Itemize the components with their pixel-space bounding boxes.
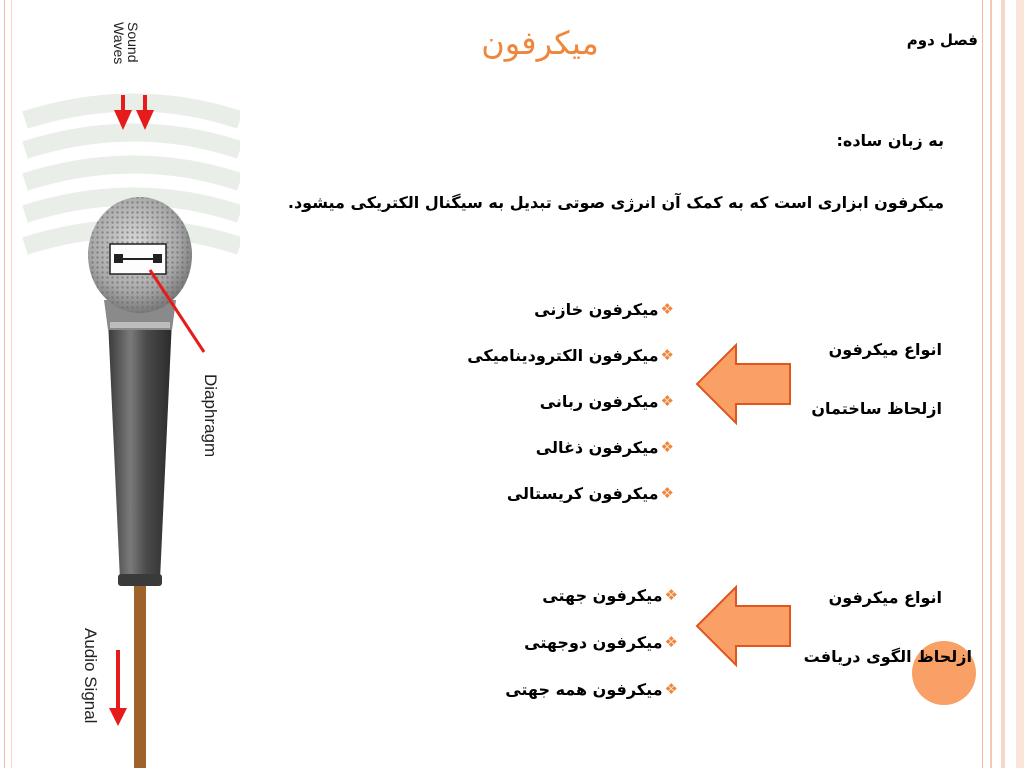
construction-heading-line1: انواع میکرفون bbox=[828, 340, 942, 359]
audio-signal-label: Audio Signal bbox=[81, 628, 100, 724]
diamond-cluster-icon: ❖ bbox=[664, 586, 678, 604]
list-item: ❖ میکرفون ربانی bbox=[539, 391, 674, 411]
diamond-cluster-icon: ❖ bbox=[660, 391, 674, 410]
frame-line-right-3 bbox=[1001, 0, 1005, 768]
list-item: ❖ میکرفون دوجهتی bbox=[524, 633, 678, 652]
audio-signal-arrow-icon bbox=[109, 650, 127, 726]
slide-title: میکرفون bbox=[481, 24, 599, 62]
chapter-label: فصل دوم bbox=[906, 31, 978, 49]
pattern-types-list bbox=[505, 572, 678, 713]
list-item: ❖ میکرفون همه جهتی bbox=[505, 680, 678, 699]
pattern-heading-line1: انواع میکرفون bbox=[828, 588, 942, 607]
left-block-arrow-icon bbox=[694, 584, 794, 668]
left-block-arrow-icon bbox=[694, 342, 794, 426]
diaphragm-label: Diaphragm bbox=[201, 374, 220, 458]
frame-line-right-4 bbox=[1016, 0, 1024, 768]
diamond-cluster-icon: ❖ bbox=[664, 680, 678, 698]
sound-waves-label: Sound Waves bbox=[111, 22, 141, 65]
definition-text: میکرفون ابزاری است که به کمک آن انرژی صوتی تبدیل به سیگنال الکتریکی میشود. bbox=[287, 193, 944, 212]
intro-label: به زبان ساده: bbox=[836, 131, 944, 150]
list-item: ❖ میکرفون کریستالی bbox=[506, 483, 674, 503]
list-item: ❖ میکرفون ذغالی bbox=[535, 437, 674, 457]
list-item: ❖ میکرفون جهتی bbox=[542, 586, 678, 605]
list-item: ❖ میکرفون خازنی bbox=[534, 300, 674, 319]
frame-line-right-2 bbox=[990, 0, 992, 768]
pattern-heading-line2: ازلحاظ الگوی دریافت bbox=[803, 647, 972, 666]
frame-line-right-1 bbox=[982, 0, 983, 768]
diamond-cluster-icon: ❖ bbox=[660, 483, 674, 502]
construction-heading-line2: ازلحاظ ساختمان bbox=[811, 399, 942, 418]
diamond-cluster-icon: ❖ bbox=[660, 437, 674, 456]
mic-body bbox=[108, 320, 172, 584]
mic-cable bbox=[134, 582, 146, 768]
diamond-cluster-icon: ❖ bbox=[664, 633, 678, 651]
diamond-cluster-icon: ❖ bbox=[660, 300, 674, 318]
construction-types-list bbox=[467, 287, 674, 516]
list-item: ❖ میکرفون الکترودینامیکی bbox=[467, 345, 674, 365]
diamond-cluster-icon: ❖ bbox=[660, 345, 674, 364]
